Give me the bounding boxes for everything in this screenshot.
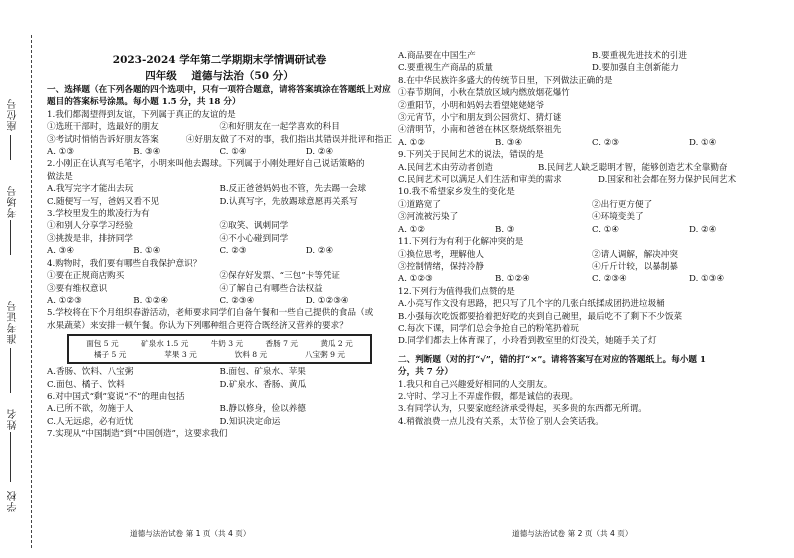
page-footer-left: 道德与法治试卷 第 1 页（共 4 页）: [130, 529, 251, 538]
q12-option-c: C.每次下课，同学们总会争抢自己的粉笔扔着玩: [398, 323, 579, 334]
judgment-3: 3.有同学认为，只要家庭经济承受得起，买多贵的东西都无所谓。: [398, 404, 647, 415]
price-item: 八宝粥 9 元: [304, 350, 346, 360]
q4-item-4: ④了解自己有哪些合法权益: [219, 283, 323, 294]
q9-option-c: C.民间艺术可以满足人们生活和审美的需求: [398, 175, 562, 186]
q4-item-1: ①要在正规商店购买: [47, 271, 125, 282]
q5-option-c: C.面包、橘子、饮料: [47, 379, 125, 390]
q10-option-c: C. ①④: [592, 224, 620, 235]
q8-option-d: D. ①④: [689, 137, 717, 148]
price-item: 矿泉水 1.5 元: [141, 339, 189, 349]
q8-item-4: ④清明节，小南和爸爸在林区祭烧纸祭祖先: [398, 125, 562, 136]
q12-option-b: B.小强每次吃饭都要拾着把好吃的夹到自己碗里，最后吃不了剩下不少饭菜: [398, 311, 683, 322]
q11-item-1: ①换位思考，理解他人: [398, 249, 484, 260]
q3-option-d: D. ②④: [305, 246, 334, 257]
q7-option-b: B.要重视先进技术的引进: [592, 51, 687, 61]
q9-option-d: D.国家和社会都在努力保护民间艺术: [598, 175, 737, 186]
q2-option-a: A.我写完字才能出去玩: [47, 184, 134, 195]
question-6: 6.对中国式“剩”宴说“不”的理由包括: [47, 391, 185, 402]
q5-option-b: B.面包、矿泉水、苹果: [219, 367, 306, 378]
judgment-4: 4.稍微浪费一点儿没有关系，太节俭了别人会笑话我。: [398, 416, 604, 427]
q8-option-c: C. ②③: [592, 137, 620, 148]
q11-option-a: A. ①②③: [398, 274, 433, 285]
question-8: 8.在中华民族许多盛大的传统节日里，下列做法正确的是: [398, 75, 613, 86]
section-1-heading: 一、选择题（在下列各题的四个选项中，只有一项符合题意，请将答案填涂在答题纸上对应: [47, 85, 391, 95]
q4-option-a: A. ①②③: [47, 295, 82, 306]
q3-item-3: ③挑拨是非，排挤同学: [47, 233, 133, 244]
q3-option-a: A. ③④: [47, 246, 75, 257]
price-item: 橘子 5 元: [93, 350, 127, 360]
q1-item-2: ②和好朋友在一起学喜欢的科目: [219, 122, 340, 133]
q1-option-b: B. ③④: [133, 147, 161, 158]
q5-option-a: A.香肠、饮料、八宝粥: [47, 367, 134, 378]
question-1: 1.我们都渴望得到友谊，下列属于真正的友谊的是: [47, 109, 236, 120]
section-1-heading-cont: 题目的答案标号涂黑。每小题 1.5 分，共 18 分）: [47, 97, 241, 108]
price-item: 饮料 8 元: [234, 350, 268, 360]
q11-option-b: B. ①②④: [495, 274, 530, 285]
q4-option-b: B. ①②④: [133, 295, 169, 306]
q8-option-a: A. ①②: [398, 137, 426, 148]
q10-item-1: ①道路宽了: [398, 199, 441, 210]
q5-option-d: D.矿泉水、香肠、黄瓜: [219, 379, 307, 390]
name-label: 姓名: [8, 408, 19, 430]
q10-option-a: A. ①②: [398, 224, 426, 235]
q4-item-2: ②保存好发票、“三包”卡等凭证: [219, 271, 341, 282]
exam-room-field[interactable]: [10, 220, 11, 255]
q1-option-a: A. ①③: [47, 147, 75, 158]
q1-item-1: ①选班干部时，选最好的朋友: [47, 122, 159, 133]
q3-option-c: C. ②③: [219, 246, 247, 257]
section-2-heading-cont: 分，共 7 分）: [398, 367, 453, 378]
judgment-1: 1.我只和自己兴趣爱好相同的人交朋友。: [398, 379, 553, 390]
q7-option-c: C.要重视生产商品的质量: [398, 63, 493, 74]
price-item: 黄瓜 2 元: [320, 339, 353, 349]
q11-option-d: D. ①③④: [689, 274, 725, 285]
q12-option-d: D.同学们都去上体育课了，小玲看到教室里的灯没关，她随手关了灯: [398, 336, 657, 347]
q8-item-1: ①春节期间，小秋在禁放区域内燃放烟花爆竹: [398, 88, 570, 99]
q8-item-3: ③元宵节，小宁和朋友到公园赏灯、猜灯谜: [398, 113, 562, 124]
q10-item-2: ②出行更方便了: [592, 199, 653, 210]
ticket-number-field[interactable]: [10, 348, 11, 393]
question-5-cont: 水果蔬菜）来安排一顿午餐。你认为下列哪种组合更符合既经济又营养的要求？: [47, 320, 348, 331]
q8-item-2: ②重阳节，小明和妈妈去看望姥姥姥爷: [398, 100, 545, 111]
school-label: 学校: [8, 490, 19, 512]
q10-item-4: ④环境变美了: [592, 212, 644, 223]
question-4: 4.购物时，我们要有哪些自我保护意识？: [47, 258, 202, 269]
exam-title: 2023-2024 学年第二学期期末学情调研试卷: [112, 54, 327, 66]
q6-option-d: D.知识决定命运: [219, 416, 281, 427]
q11-item-2: ②请人调解，解决冲突: [592, 249, 678, 260]
question-3: 3.学校里发生的欺凌行为有: [47, 209, 150, 220]
q11-item-4: ④斤斤计较，以暴制暴: [592, 261, 678, 272]
question-2: 2.小刚正在认真写毛笔字，小明来叫他去踢球。下列属于小刚处理好自己说话策略的: [47, 159, 365, 170]
q10-item-3: ③河流被污染了: [398, 212, 459, 223]
name-field[interactable]: [10, 432, 11, 482]
judgment-2: 2.守时、学习上不弄虚作假，都是诚信的表现。: [398, 391, 579, 402]
q4-option-c: C. ②③④: [219, 295, 255, 306]
left-column: [47, 84, 392, 441]
section-2-heading: 二、判断题（对的打“√”，错的打“×”。请将答案写在对应的答题纸上。每小题 1: [398, 354, 707, 365]
q3-option-b: B. ①④: [133, 246, 161, 257]
price-item: 面包 5 元: [86, 339, 119, 349]
price-item: 苹果 3 元: [164, 350, 197, 360]
q6-option-c: C.人无远虑，必有近忧: [47, 416, 134, 427]
question-7: 7.实现从“中国制造”到“中国创造”，这要求我们: [47, 429, 228, 440]
q6-option-a: A.已所不欲，勿施于人: [47, 404, 134, 415]
question-12: 12.下列行为值得我们点赞的是: [398, 286, 515, 297]
question-2-cont: 做法是: [47, 171, 73, 182]
seat-number-label: 座位号: [8, 98, 19, 131]
question-9: 9.下列关于民间艺术的说法，错误的是: [398, 150, 544, 161]
exam-subtitle: [47, 68, 392, 83]
price-item: 牛奶 3 元: [210, 339, 244, 349]
grade-label: 四年级: [145, 70, 177, 82]
price-box: [67, 334, 372, 364]
q7-option-d: D.要加强自主创新能力: [592, 63, 679, 74]
seal-line: [31, 35, 32, 548]
q2-option-b: B.反正爸爸妈妈也不管，先去踢一会球: [219, 184, 367, 195]
right-column: [398, 50, 786, 428]
question-5: 5.学校将在下个月组织春游活动，老师要求同学们自备午餐和一些自己提供的食品（或: [47, 308, 374, 319]
q4-option-d: D. ①②③④: [305, 295, 349, 306]
question-11: 11.下列行为有利于化解冲突的是: [398, 237, 524, 248]
q9-option-b: B.民间艺人缺乏聪明才智，能够创造艺术全靠勤奋: [538, 162, 728, 173]
q8-option-b: B. ③④: [495, 137, 523, 148]
q10-option-b: B. ③: [495, 224, 515, 235]
subject-label: 道德与法治（50 分）: [191, 70, 294, 82]
price-item: 香肠 7 元: [265, 339, 298, 349]
page-footer-right: 道德与法治试卷 第 2 页（共 4 页）: [512, 529, 633, 538]
q11-option-c: C. ②③④: [592, 274, 627, 285]
q1-item-4: ④好朋友做了不对的事，我们指出其错误并批评和指正: [185, 134, 392, 145]
q4-item-3: ③要有维权意识: [47, 283, 108, 294]
q1-option-c: C. ①④: [219, 147, 247, 158]
q2-option-d: D.认真写字，先放踢球意愿再关系写: [219, 196, 358, 207]
q7-option-a: A.商品要在中国生产: [398, 51, 476, 61]
q2-option-c: C.随便写一写，爸妈又看不见: [47, 196, 160, 207]
q1-item-3: ③考试时悄悄告诉好朋友答案: [47, 134, 159, 145]
exam-room-label: 考场号: [8, 185, 19, 218]
binding-gutter: [0, 0, 48, 558]
seat-number-field[interactable]: [10, 135, 11, 160]
q1-option-d: D. ②④: [305, 147, 334, 158]
question-10: 10.我不希望家乡发生的变化是: [398, 187, 515, 198]
q11-item-3: ③控制情绪，保持冷静: [398, 261, 484, 272]
q10-option-d: D. ②④: [689, 224, 717, 235]
ticket-number-label: 准考证号: [8, 300, 19, 344]
q12-option-a: A.小亮写作文没有思路，把只写了几个字的几张白纸揉成团扔进垃圾桶: [398, 299, 665, 310]
q3-item-2: ②取笑、讽刺同学: [219, 221, 289, 232]
q3-item-4: ④不小心碰到同学: [219, 233, 289, 244]
q3-item-1: ①和别人分享学习经验: [47, 221, 133, 232]
q9-option-a: A.民间艺术由劳动者创造: [398, 162, 493, 173]
q6-option-b: B.静以修身，俭以养德: [219, 404, 306, 415]
